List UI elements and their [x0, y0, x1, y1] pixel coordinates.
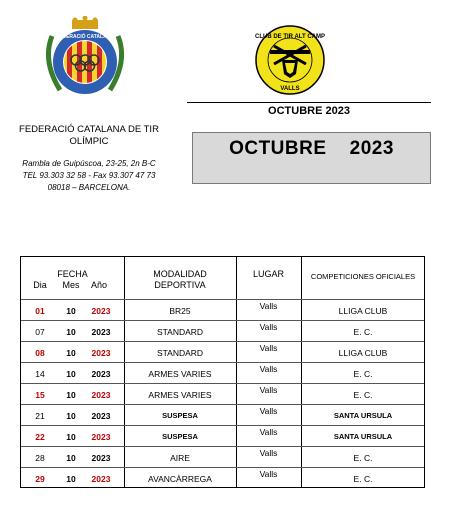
federation-name: [14, 124, 164, 148]
cell-lugar: Valls: [259, 427, 278, 437]
cell-competicion: SANTA URSULA: [333, 411, 393, 420]
cell-modalidad: ARMES VARIES: [148, 369, 212, 379]
header-modalidad-1: MODALIDAD: [153, 269, 207, 279]
calendar-table: [20, 256, 425, 488]
cell-competicion: LLIGA CLUB: [338, 306, 388, 316]
svg-text:FEDERACIÓ CATALANA: FEDERACIÓ CATALANA: [56, 34, 114, 40]
federation-address: [8, 158, 170, 194]
cell-mes: 10: [66, 411, 76, 421]
cell-competicion: E. C.: [353, 453, 373, 463]
cell-modalidad: STANDARD: [156, 348, 204, 358]
row-divider: [21, 383, 424, 384]
header-ano: Año: [90, 280, 107, 290]
cell-mes: 10: [66, 306, 76, 316]
cell-modalidad: AVANCÀRREGA: [148, 474, 212, 484]
month-subtitle: OCTUBRE 2023: [268, 105, 350, 117]
cell-mes: 10: [66, 432, 76, 442]
row-divider: [21, 362, 424, 363]
cell-lugar: Valls: [259, 364, 278, 374]
header-mes: Mes: [62, 280, 80, 290]
cell-modalidad: AIRE: [170, 453, 190, 463]
federation-name-line2: OLÍMPIC: [69, 136, 109, 147]
header-dia: Dia: [33, 280, 47, 290]
row-divider: [21, 446, 424, 447]
month-title: OCTUBRE 2023: [229, 138, 394, 159]
cell-ano: 2023: [91, 348, 111, 358]
cell-modalidad: BR25: [169, 306, 191, 316]
federation-logo: [40, 16, 130, 100]
row-divider: [21, 404, 424, 405]
cell-lugar: Valls: [259, 406, 278, 416]
cell-ano: 2023: [91, 411, 111, 421]
cell-mes: 10: [66, 390, 76, 400]
cell-ano: 2023: [91, 369, 111, 379]
cell-lugar: Valls: [259, 385, 278, 395]
cell-dia: 14: [35, 369, 45, 379]
cell-dia: 22: [35, 432, 45, 442]
row-divider: [21, 320, 424, 321]
cell-mes: 10: [66, 327, 76, 337]
svg-text:VALLS: VALLS: [280, 86, 300, 92]
cell-dia: 29: [35, 474, 45, 484]
cell-ano: 2023: [91, 306, 111, 316]
cell-competicion: E. C.: [353, 390, 373, 400]
club-logo: [252, 24, 328, 96]
cell-competicion: E. C.: [353, 327, 373, 337]
cell-dia: 15: [35, 390, 45, 400]
header-fecha: FECHA: [57, 269, 88, 279]
address-line1: Rambla de Guipúscoa, 23-25, 2n B-C: [22, 159, 156, 168]
cell-mes: 10: [66, 369, 76, 379]
cell-lugar: Valls: [259, 469, 278, 479]
cell-competicion: E. C.: [353, 369, 373, 379]
cell-competicion: LLIGA CLUB: [338, 348, 388, 358]
cell-modalidad: SUSPESA: [162, 411, 198, 420]
cell-dia: 01: [35, 306, 45, 316]
header-modalidad-2: DEPORTIVA: [154, 280, 206, 290]
cell-ano: 2023: [91, 327, 111, 337]
cell-dia: 28: [35, 453, 45, 463]
row-divider: [21, 341, 424, 342]
cell-modalidad: ARMES VARIES: [148, 390, 212, 400]
cell-dia: 07: [35, 327, 45, 337]
cell-modalidad: SUSPESA: [162, 432, 198, 441]
cell-ano: 2023: [91, 453, 111, 463]
cell-ano: 2023: [91, 432, 111, 442]
cell-lugar: Valls: [259, 448, 278, 458]
cell-lugar: Valls: [259, 301, 278, 311]
address-line2: TEL 93.303 32 58 - Fax 93.307 47 73: [22, 171, 156, 180]
header-lugar: LUGAR: [252, 269, 284, 279]
row-divider: [21, 299, 424, 300]
cell-mes: 10: [66, 474, 76, 484]
cell-mes: 10: [66, 453, 76, 463]
row-divider: [21, 467, 424, 468]
address-line3: 08018 – BARCELONA.: [47, 183, 131, 192]
cell-dia: 21: [35, 411, 45, 421]
cell-mes: 10: [66, 348, 76, 358]
header-competiciones: COMPETICIONES OFICIALES: [310, 272, 416, 281]
cell-modalidad: STANDARD: [156, 327, 204, 337]
cell-ano: 2023: [91, 474, 111, 484]
svg-text:CLUB DE TIR ALT CAMP: CLUB DE TIR ALT CAMP: [255, 34, 325, 40]
row-divider: [21, 425, 424, 426]
cell-lugar: Valls: [259, 343, 278, 353]
cell-lugar: Valls: [259, 322, 278, 332]
federation-name-line1: FEDERACIÓ CATALANA DE TIR: [19, 124, 159, 135]
cell-ano: 2023: [91, 390, 111, 400]
cell-competicion: SANTA URSULA: [333, 432, 393, 441]
cell-competicion: E. C.: [353, 474, 373, 484]
cell-dia: 08: [35, 348, 45, 358]
